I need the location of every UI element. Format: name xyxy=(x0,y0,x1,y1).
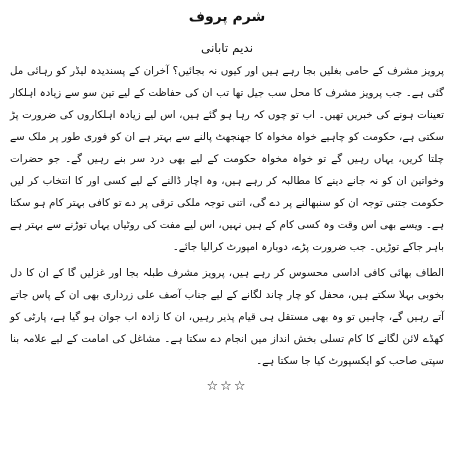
paragraph-1: پرویز مشرف کے حامی بغلیں بجا رہے ہیں اور کیوں نہ بجائیں؟ آخران کے پسندیدہ لیڈر کو رہائی مل گئی ہے۔ جب پرویز مشرف کا محل سب جیل تھا تب ان کی حفاظت کے لیے تین سو سے زیادہ اہلکار تعینات ہونے کی خبریں تھیں۔ اب تو چوں کہ رہا ہو گئے ہیں، اس لیے زیادہ اہلکاروں کی ضرورت پڑ سکتی ہے، حکومت کو چاہیے خواہ مخواہ کا جھنجھٹ پالنے سے بہتر ہے ان کو فوری طور پر ملک سے چلتا کریں، یہاں رہیں گے تو خواہ مخواہ حکومت کے لیے بھی درد سر بنے رہیں گے۔ جو حضرات وخواتین ان کو نہ جانے دینے کا مطالبہ کر رہے ہیں، وہ اچار ڈالنے کے لیے کسی اور کا انتخاب کر لیں حکومت جتنی توجہ ان کو سنبھالنے پر دے گی، اتنی توجہ ملکی ترقی پر دے تو کافی بہتر کام ہو سکتا ہے۔ ویسے بھی اس وقت وہ کسی کام کے ہیں نہیں، اس لیے مفت کی روٹیاں یہاں توڑنے سے بہتر ہے باہر جاکے توڑیں۔ جب ضرورت پڑے، دوبارہ امپورٹ کرالیا جائے۔ xyxy=(10,65,444,253)
article-title: شرم پروف xyxy=(188,9,266,25)
paragraph-2: الطاف بھائی کافی اداسی محسوس کر رہے ہیں، پرویز مشرف طبلہ بجا اور غزلیں گا کے ان کا دل بخوبی بہلا سکتے ہیں، محفل کو چار چاند لگانے کے لیے جناب آصف علی زرداری بھی ان کے پاس جاتے آتے رہیں گے، چاہیں تو وہ بھی مستقل ہی قیام پذیر رہیں، ان کا زادہ اب جوان ہو گیا ہے، پارٹی کو کھڈے لائن لگانے کا کام تسلی بخش انداز میں انجام دے سکتا ہے۔ مشاغل کی امامت کے لیے علامہ بنا سپتی صاحب کو ایکسپورٹ کیا جا سکتا ہے۔ xyxy=(10,267,444,367)
end-stars: ☆☆☆ xyxy=(206,379,248,394)
author-name: ندیم تابانی xyxy=(200,41,254,55)
